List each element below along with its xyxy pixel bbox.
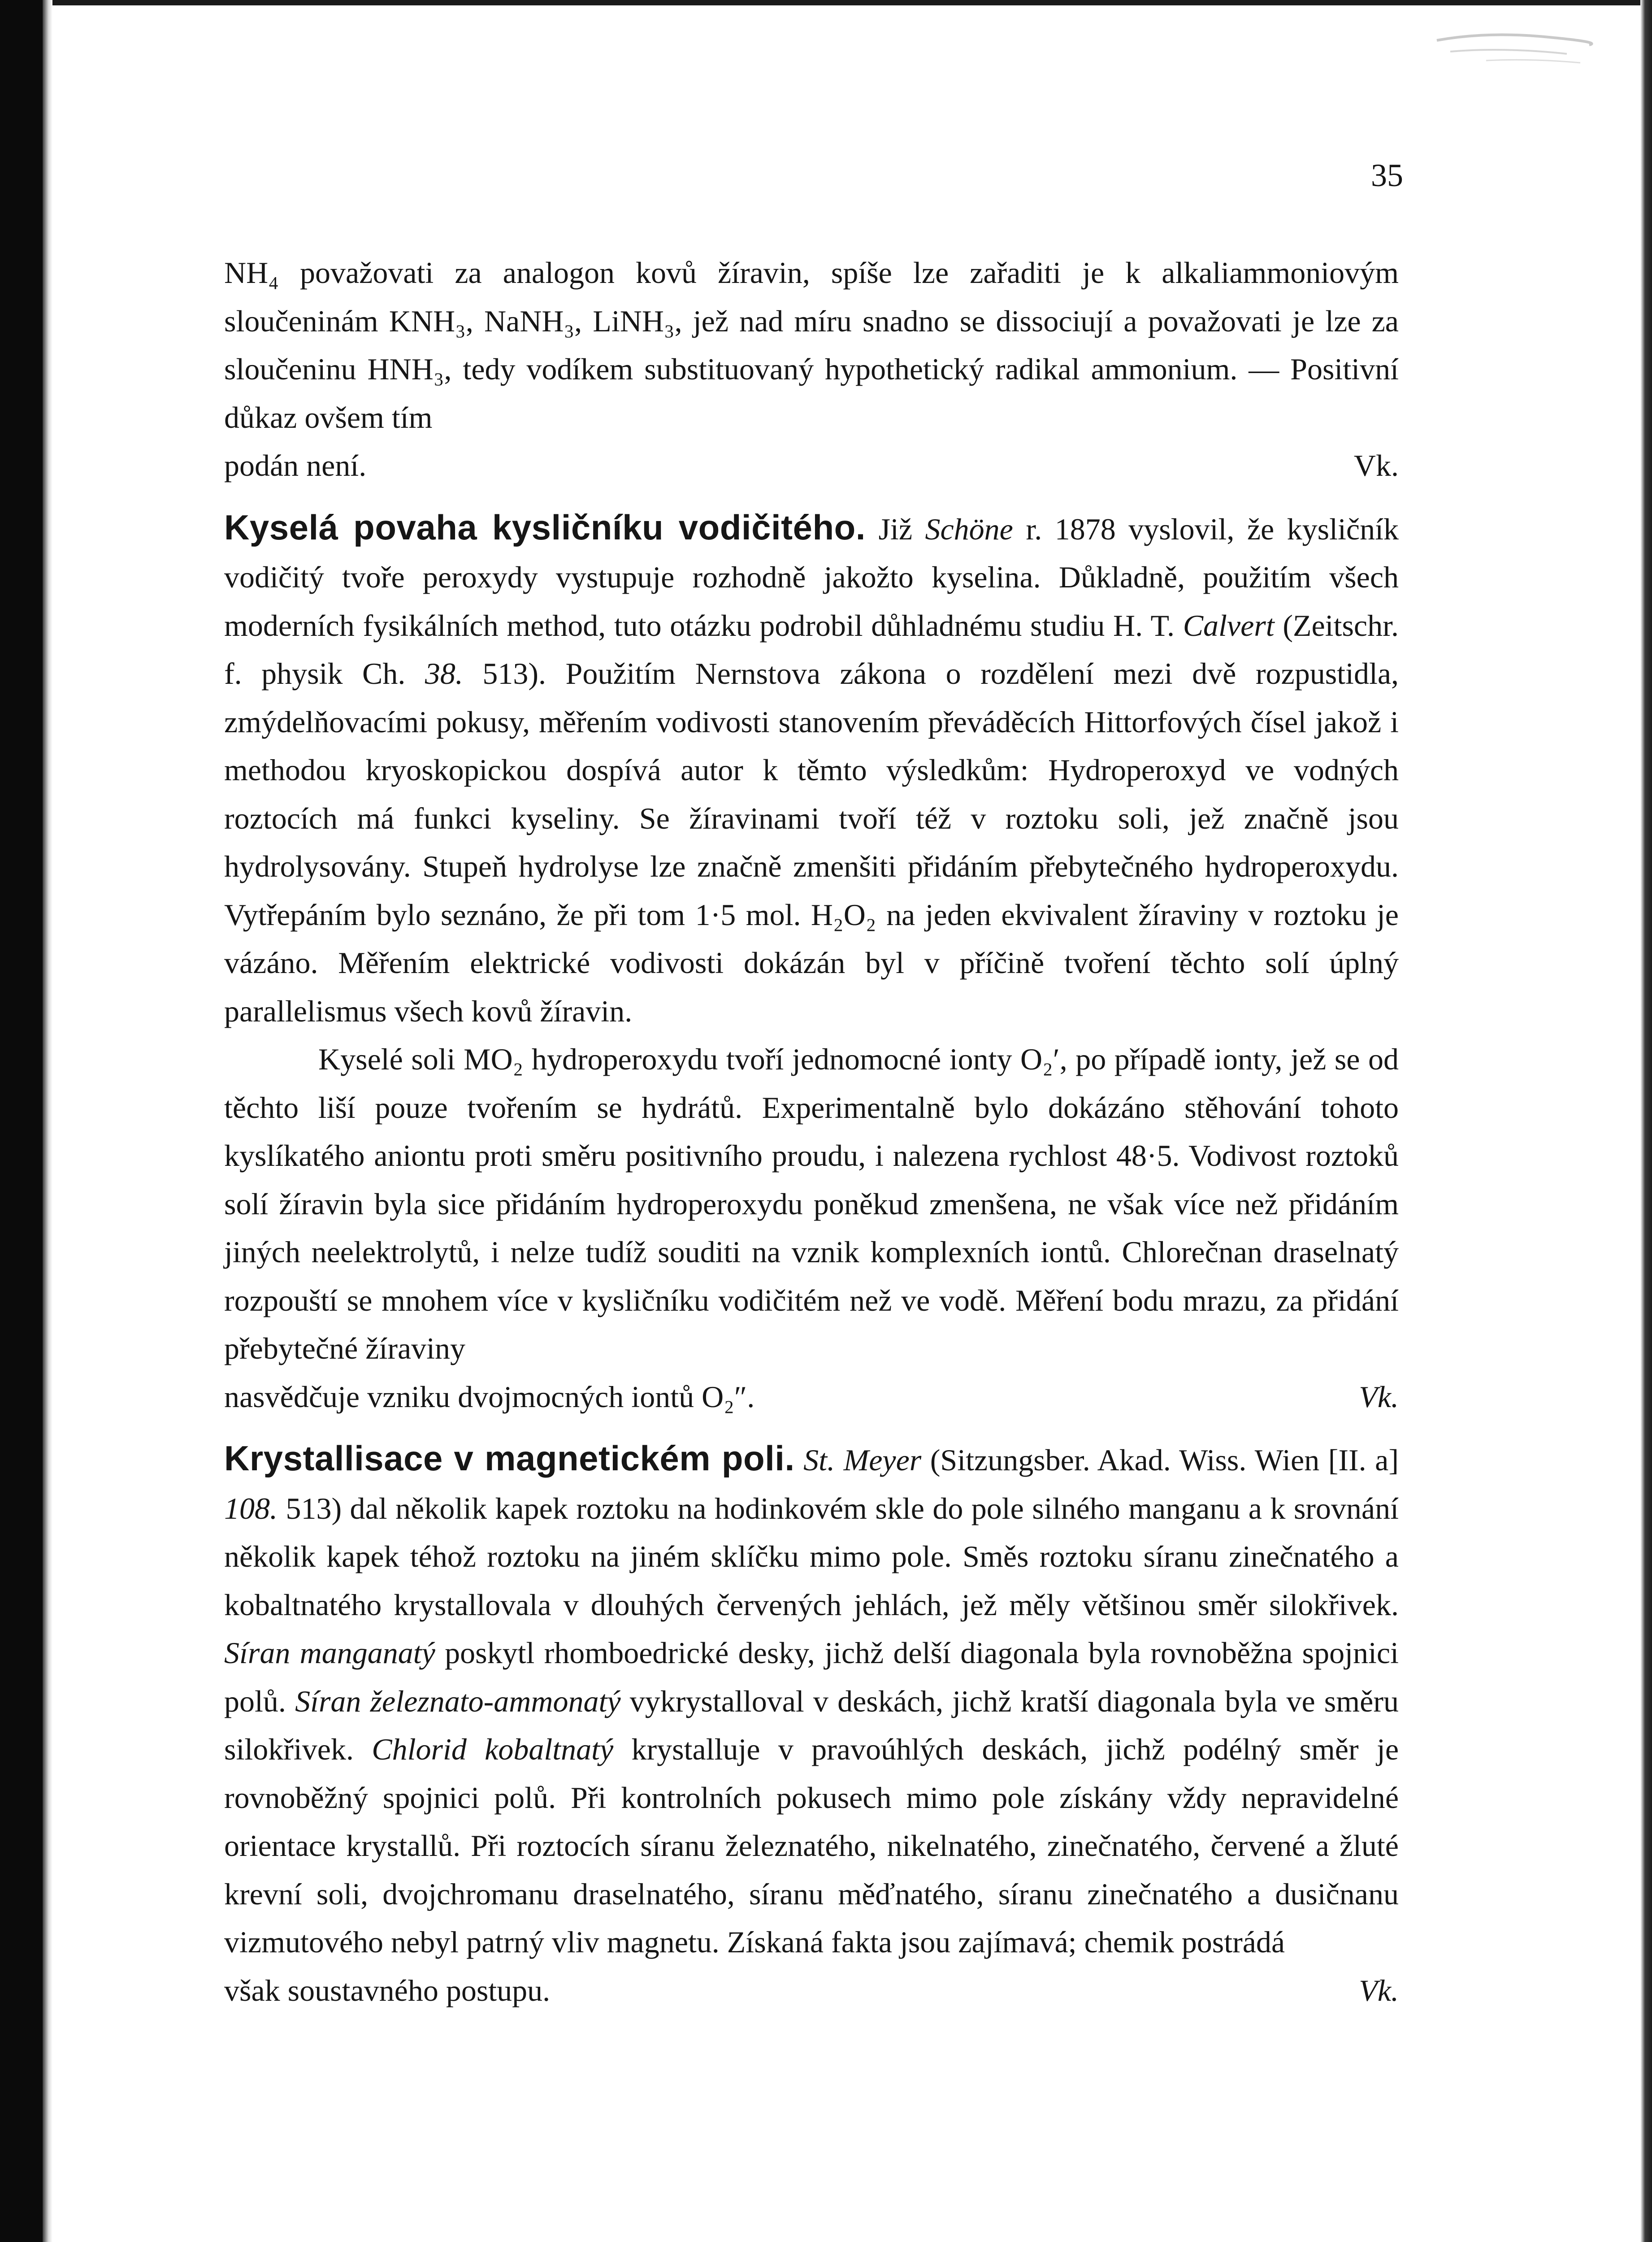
section1-text-a: r. 1878 vyslovil, že kysličník vodičitý tvoře peroxydy vystupuje rozhodně jakožto kyselina. Důkladně, použitím všech moderních fysikálních method, tuto otázku podrobil důhladnému studiu H. T. — [224, 512, 1399, 643]
section1-p2-text: Kyselé soli MO₂ hydroperoxydu tvoří jednomocné ionty O₂′, po případě ionty, jež se od těchto liší pouze tvořením se hydrátů. Experimentalně bylo dokázáno stěhování tohoto kyslíkatého aniontu proti směru positivního proudu, i nalezena rychlost 48·5. Vodivost roztoků solí žíravin byla sice přidáním hydroperoxydu poněkud zmenšena, ne však více než přidáním jiných neelektrolytů, i nelze tudíž souditi na vznik komplexních iontů. Chlorečnan draselnatý rozpouští se mnohem více v kysličníku vodičitém než ve vodě. Měření bodu mrazu, za přidání přebytečné žíraviny — [224, 1042, 1399, 1365]
section2-text-a: (Sitzungsber. Akad. Wiss. Wien [II. a] — [930, 1443, 1399, 1477]
section2-volume: 108. — [224, 1491, 278, 1525]
scan-right-edge — [1640, 0, 1652, 2242]
section2-text-b: 513) dal několik kapek roztoku na hodinkovém skle do pole silného manganu a k srovnání několik kapek téhož roztoku na jiném sklíčku mimo pole. Směs roztoku síranu zinečnatého a kobaltnatého krystallovala v dlouhých červených jehlách, jež měly většinou směr silokřivek. — [224, 1491, 1399, 1622]
page-binding-shadow — [43, 0, 52, 2242]
section-acidity-hydrogen-peroxide — [224, 504, 1399, 1421]
scan-top-edge — [0, 0, 1652, 5]
section1-last-line: nasvědčuje vzniku dvojmocných iontů O₂″. — [224, 1379, 755, 1414]
section1-heading: Kyselá povaha kysličníku vodičitého. — [224, 507, 866, 547]
intro-signature: Vk. — [1353, 448, 1399, 482]
section2-text-d: vykrystalloval v deskách, jichž kratší diagonala byla ve směru silokřivek. — [224, 1684, 1399, 1766]
formula-nh4: NH₄ — [224, 256, 279, 290]
section1-text-c: 513). Použitím Nernstova zákona o rozdělení mezi dvě rozpustidla, zmýdelňovacími pokusy, měřením vodivosti stanovením převáděcích Hittorfových čísel jakož i methodou kryoskopickou dospívá autor k těmto výsledkům: Hydroperoxyd ve vodných roztocích má funkci kyseliny. Se žíravinami tvoří též v roztoku soli, jež značně jsou hydrolysovány. Stupeň hydrolyse lze značně zmenšiti přidáním přebytečného hydroperoxydu. Vytřepáním bylo seznáno, že při tom 1·5 mol. H₂O₂ na jeden ekvivalent žíraviny v roztoku je vázáno. Měřením elektrické vodivosti dokázán byl v příčině tvoření těchto solí úplný parallelismus všech kovů žíravin. — [224, 656, 1399, 1028]
intro-text: považovati za analogon kovů žíravin, spíše lze zařaditi je k alkaliammoniovým sloučeninám KNH₃, NaNH₃, LiNH₃, jež nad míru snadno se dissociují a považovati je lze za sloučeninu HNH₃, tedy vodíkem substituovaný hypothetický radikal ammonium. — Positivní důkaz ovšem tím — [224, 256, 1399, 434]
scan-left-edge — [0, 0, 43, 2242]
section1-signature: Vk. — [1359, 1379, 1399, 1414]
page-body — [224, 249, 1399, 2015]
paper-smudge-mark — [1432, 27, 1594, 67]
section1-paragraph2 — [224, 1035, 1399, 1373]
section2-text-e: krystalluje v pravoúhlých deskách, jichž podélný směr je rovnoběžný spojnici polů. Při kontrolních pokusech mimo pole získány vždy nepravidelné orientace krystallů. Při roztocích síranu železnatého, nikelnatého, zinečnatého, červené a žluté krevní soli, dvojchromanu draselnatého, síranu měďnatého, síranu zinečnatého a dusičnanu vizmutového nebyl patrný vliv magnetu. Získaná fakta jsou zajímavá; chemik postrádá — [224, 1732, 1399, 1959]
author-meyer: St. Meyer — [803, 1443, 922, 1477]
section2-text-c: poskytl rhomboedrické desky, jichž delší diagonala byla rovnoběžna spojnici polů. — [224, 1636, 1399, 1718]
section1-closing-line — [224, 1373, 1399, 1421]
section2-paragraph — [224, 1434, 1399, 1967]
volume-number: 38. — [425, 656, 463, 691]
intro-closing-line — [224, 442, 1399, 490]
page-number: 35 — [1371, 157, 1403, 193]
intro-last-line: podán není. — [224, 448, 367, 482]
section-crystallisation-magnetic-field — [224, 1434, 1399, 2015]
section2-closing-line — [224, 1967, 1399, 2015]
intro-paragraph — [224, 249, 1399, 442]
section2-heading: Krystallisace v magnetickém poli. — [224, 1438, 795, 1478]
author-calvert: Calvert — [1183, 608, 1275, 643]
section1-text-b: (Zeitschr. f. physik Ch. — [224, 608, 1399, 691]
author-schone: Schöne — [925, 512, 1013, 546]
section2-last-line: však soustavného postupu. — [224, 1973, 551, 2007]
section1-lead-word: Již — [878, 512, 913, 546]
term-siran-zeleznato-ammonaty: Síran železnato-ammonatý — [295, 1684, 621, 1718]
term-siran-manganaty: Síran manganatý — [224, 1636, 435, 1670]
section2-signature: Vk. — [1359, 1973, 1399, 2007]
section1-paragraph1 — [224, 504, 1399, 1036]
term-chlorid-kobaltnaty: Chlorid kobaltnatý — [372, 1732, 614, 1766]
